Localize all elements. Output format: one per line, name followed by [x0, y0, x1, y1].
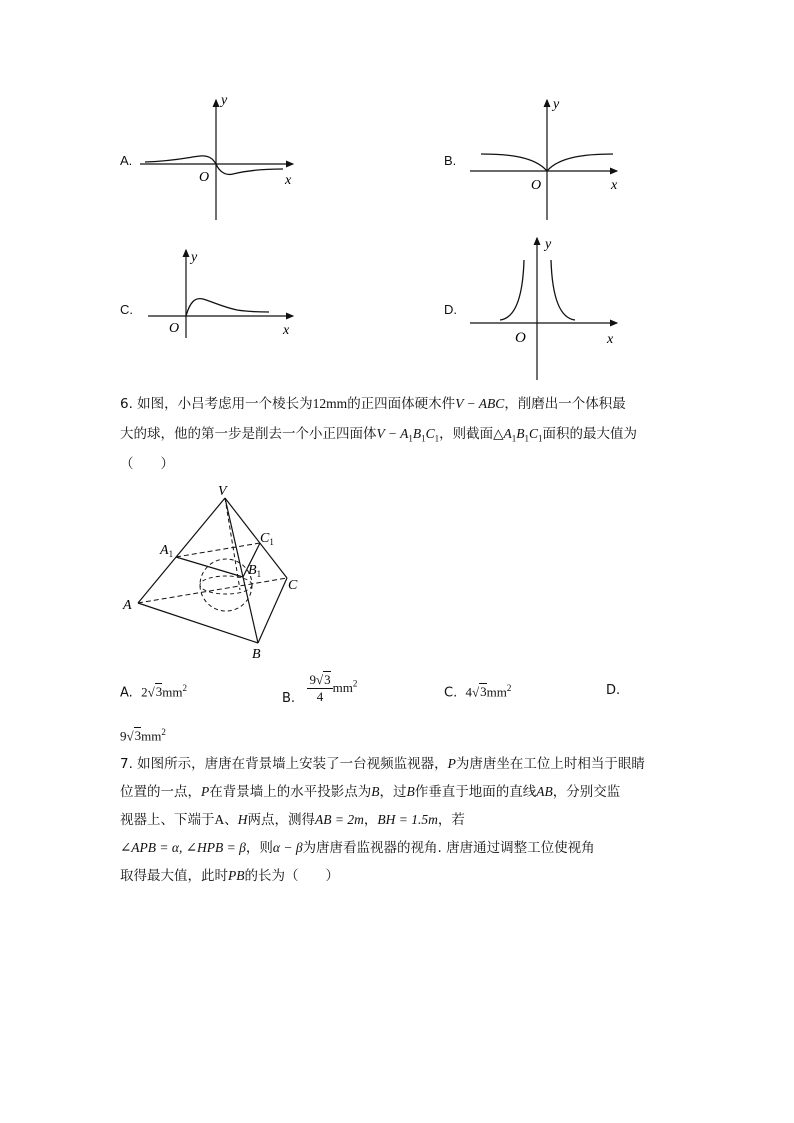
edge-a1c1-hidden [176, 543, 260, 557]
option-b-label: B. [444, 153, 457, 168]
y-label: y [191, 250, 198, 265]
q6-option-c[interactable]: C. $4√3mm^2$ [444, 683, 512, 701]
y-label: y [221, 93, 228, 108]
q7-line-1: 7. 如图所示，唐唐在背景墙上安装了一台视频监视器，P为唐唐坐在工位上时相当于眼睛 [120, 756, 645, 772]
option-c-label: C. [120, 302, 133, 317]
y-label: y [545, 237, 552, 252]
q7-line-2: 位置的一点，P在背景墙上的水平投影点为B，过B作垂直于地面的直线AB，分别交监 [120, 784, 621, 800]
q6-line-3: （ ） [120, 456, 174, 472]
curve [186, 299, 269, 316]
label-c: C [288, 578, 298, 593]
x-label: x [283, 323, 290, 338]
option-a-label: A. [120, 153, 133, 168]
edge-bc [258, 578, 287, 643]
x-label: x [607, 332, 614, 347]
curve-right [551, 260, 575, 320]
q6-option-b[interactable]: B. $\frac{9√3}{4}$ $mm^2$ [282, 672, 358, 706]
origin-label: O [199, 170, 210, 185]
q7-line-5: 取得最大值，此时PB的长为（ ） [120, 868, 339, 884]
x-label: x [611, 178, 618, 193]
label-b: B [252, 647, 261, 662]
graph-c [145, 240, 305, 340]
curve [145, 156, 283, 175]
label-c1: $C_1$ [260, 531, 274, 547]
q6-line-2: 大的球，他的第一步是削去一个小正四面体$V - A_1B_1C_1$，则截面$\triangle A_1B_1C_1$面积的最大值为 [120, 426, 638, 444]
graph-d [465, 232, 630, 382]
option-d-label: D. [444, 302, 457, 317]
origin-label: O [169, 321, 180, 336]
graph-b [465, 90, 630, 225]
q7-line-4: ∠APB = α, ∠HPB = β，则α − β为唐唐看监视器的视角. 唐唐通过调整工位使视角 [120, 840, 595, 856]
q6-option-d-label[interactable]: D. [606, 683, 621, 698]
label-a: A [123, 598, 132, 613]
origin-label: O [531, 178, 542, 193]
graph-a [135, 90, 305, 225]
label-a1: $A_1$ [160, 543, 174, 559]
q6-option-a[interactable]: A. $2√3mm^2$ [120, 683, 187, 701]
edge-ab [138, 603, 258, 643]
label-b1: $B_1$ [248, 563, 262, 579]
tetrahedron-figure [120, 480, 320, 665]
edge-ac-hidden [138, 578, 287, 603]
origin-label: O [515, 330, 526, 346]
q6-option-d-value[interactable]: $9√3mm^2$ [120, 727, 166, 744]
label-v: V [218, 484, 227, 499]
q6-line-1: 6. 如图，小吕考虑用一个棱长为12mm的正四面体硬木件V − ABC，削磨出一个体积最 [120, 396, 626, 412]
q7-line-3: 视器上、下端于A、H两点，测得AB = 2m，BH = 1.5m，若 [120, 812, 465, 828]
x-label: x [285, 173, 292, 188]
curve-left [500, 260, 524, 320]
y-label: y [553, 97, 560, 112]
edge-va [138, 498, 225, 603]
